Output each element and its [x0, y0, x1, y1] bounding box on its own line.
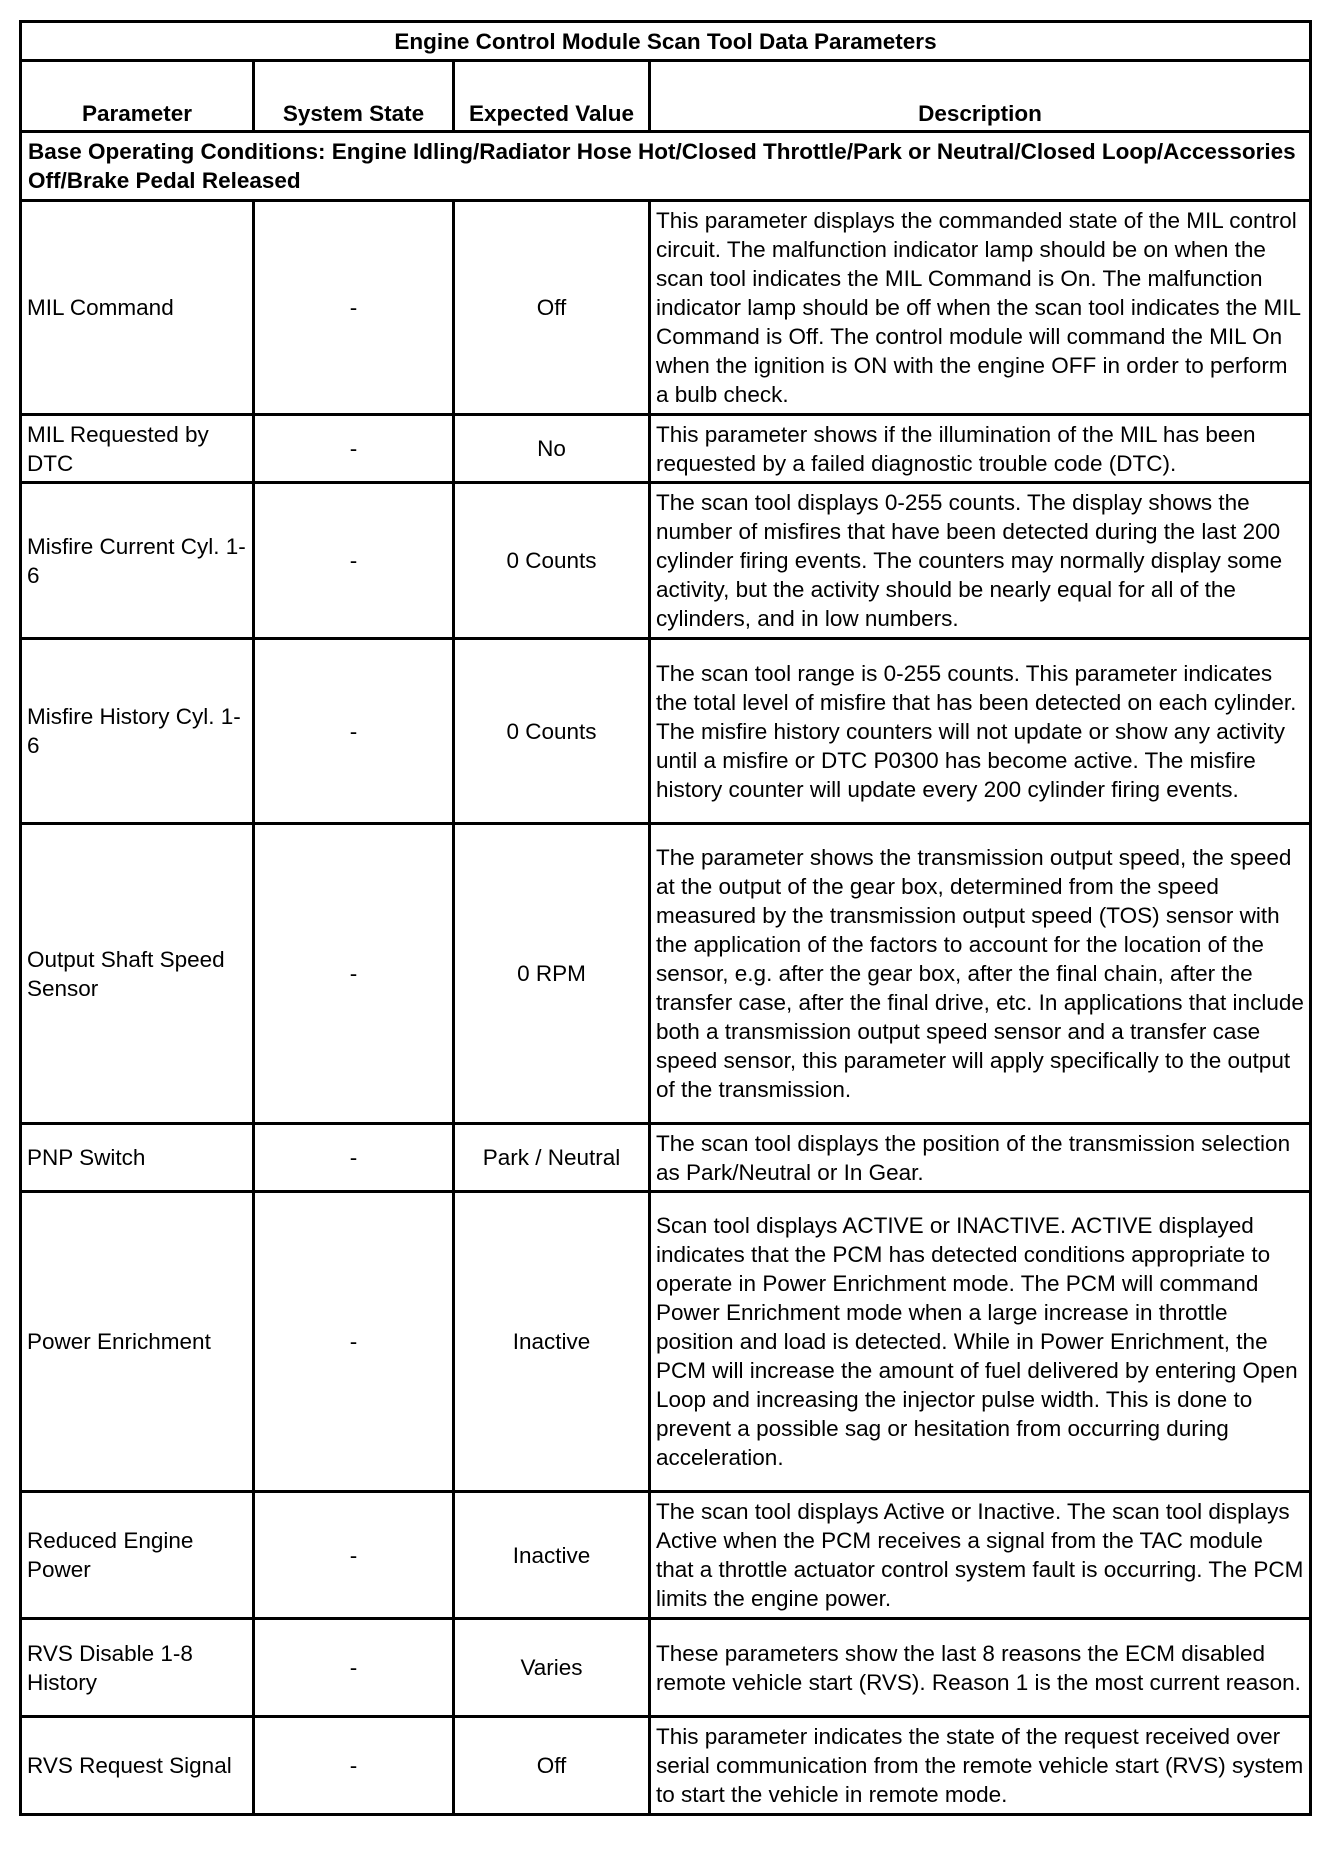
- description-cell: This parameter indicates the state of the request received over serial communication from the remote vehicle start (RVS) system to start the vehicle in remote mode.: [650, 1717, 1311, 1815]
- parameter-cell: Misfire Current Cyl. 1-6: [21, 483, 254, 639]
- system-state-cell: -: [254, 1492, 454, 1619]
- base-operating-conditions: Base Operating Conditions: Engine Idling/Radiator Hose Hot/Closed Throttle/Park or Neutral/Closed Loop/Accessories Off/Brake Pedal Released: [21, 132, 1311, 201]
- description-cell: Scan tool displays ACTIVE or INACTIVE. ACTIVE displayed indicates that the PCM has detected conditions appropriate to operate in Power Enrichment mode. The PCM will command Power Enrichment mode when a large increase in throttle position and load is detected. While in Power Enrichment, the PCM will increase the amount of fuel delivered by entering Open Loop and increasing the injector pulse width. This is done to prevent a possible sag or hesitation from occurring during acceleration.: [650, 1192, 1311, 1492]
- table-row: [21, 1717, 1311, 1815]
- table-row: [21, 415, 1311, 483]
- expected-value-cell: Varies: [454, 1619, 650, 1717]
- table-row: [21, 639, 1311, 824]
- parameter-cell: MIL Command: [21, 201, 254, 415]
- description-cell: These parameters show the last 8 reasons the ECM disabled remote vehicle start (RVS). Reason 1 is the most current reason.: [650, 1619, 1311, 1717]
- parameter-cell: Reduced Engine Power: [21, 1492, 254, 1619]
- description-cell: This parameter shows if the illumination of the MIL has been requested by a failed diagnostic trouble code (DTC).: [650, 415, 1311, 483]
- table-row: [21, 201, 1311, 415]
- expected-value-cell: 0 Counts: [454, 639, 650, 824]
- scan-tool-data-table: [19, 20, 1312, 1816]
- parameter-cell: Power Enrichment: [21, 1192, 254, 1492]
- header-row: [21, 61, 1311, 132]
- header-expected-value: Expected Value: [454, 61, 650, 132]
- description-cell: The scan tool displays Active or Inactive. The scan tool displays Active when the PCM receives a signal from the TAC module that a throttle actuator control system fault is occurring. The PCM limits the engine power.: [650, 1492, 1311, 1619]
- parameter-cell: PNP Switch: [21, 1124, 254, 1192]
- description-cell: This parameter displays the commanded state of the MIL control circuit. The malfunction indicator lamp should be on when the scan tool indicates the MIL Command is On. The malfunction indicator lamp should be off when the scan tool indicates the MIL Command is Off. The control module will command the MIL On when the ignition is ON with the engine OFF in order to perform a bulb check.: [650, 201, 1311, 415]
- system-state-cell: -: [254, 1124, 454, 1192]
- header-system-state: System State: [254, 61, 454, 132]
- table-title: Engine Control Module Scan Tool Data Parameters: [21, 22, 1311, 61]
- description-cell: The scan tool range is 0-255 counts. This parameter indicates the total level of misfire that has been detected on each cylinder. The misfire history counters will not update or show any activity until a misfire or DTC P0300 has become active. The misfire history counter will update every 200 cylinder firing events.: [650, 639, 1311, 824]
- system-state-cell: -: [254, 1619, 454, 1717]
- system-state-cell: -: [254, 824, 454, 1124]
- parameter-cell: RVS Request Signal: [21, 1717, 254, 1815]
- header-parameter: Parameter: [21, 61, 254, 132]
- description-cell: The scan tool displays the position of the transmission selection as Park/Neutral or In Gear.: [650, 1124, 1311, 1192]
- expected-value-cell: Park / Neutral: [454, 1124, 650, 1192]
- expected-value-cell: 0 RPM: [454, 824, 650, 1124]
- expected-value-cell: Off: [454, 201, 650, 415]
- system-state-cell: -: [254, 415, 454, 483]
- system-state-cell: -: [254, 483, 454, 639]
- header-description: Description: [650, 61, 1311, 132]
- expected-value-cell: Inactive: [454, 1192, 650, 1492]
- table-row: [21, 1124, 1311, 1192]
- system-state-cell: -: [254, 201, 454, 415]
- system-state-cell: -: [254, 1717, 454, 1815]
- expected-value-cell: 0 Counts: [454, 483, 650, 639]
- expected-value-cell: Inactive: [454, 1492, 650, 1619]
- system-state-cell: -: [254, 1192, 454, 1492]
- conditions-row: [21, 132, 1311, 201]
- table-row: [21, 824, 1311, 1124]
- parameter-cell: MIL Requested by DTC: [21, 415, 254, 483]
- table-row: [21, 1619, 1311, 1717]
- parameter-cell: RVS Disable 1-8 History: [21, 1619, 254, 1717]
- table-row: [21, 1492, 1311, 1619]
- description-cell: The scan tool displays 0-255 counts. The display shows the number of misfires that have been detected during the last 200 cylinder firing events. The counters may normally display some activity, but the activity should be nearly equal for all of the cylinders, and in low numbers.: [650, 483, 1311, 639]
- parameter-cell: Output Shaft Speed Sensor: [21, 824, 254, 1124]
- table-title-row: [21, 22, 1311, 61]
- description-cell: The parameter shows the transmission output speed, the speed at the output of the gear box, determined from the speed measured by the transmission output speed (TOS) sensor with the application of the factors to account for the location of the sensor, e.g. after the gear box, after the final chain, after the transfer case, after the final drive, etc. In applications that include both a transmission output speed sensor and a transfer case speed sensor, this parameter will apply specifically to the output of the transmission.: [650, 824, 1311, 1124]
- expected-value-cell: Off: [454, 1717, 650, 1815]
- table-row: [21, 483, 1311, 639]
- expected-value-cell: No: [454, 415, 650, 483]
- table-row: [21, 1192, 1311, 1492]
- system-state-cell: -: [254, 639, 454, 824]
- parameter-cell: Misfire History Cyl. 1-6: [21, 639, 254, 824]
